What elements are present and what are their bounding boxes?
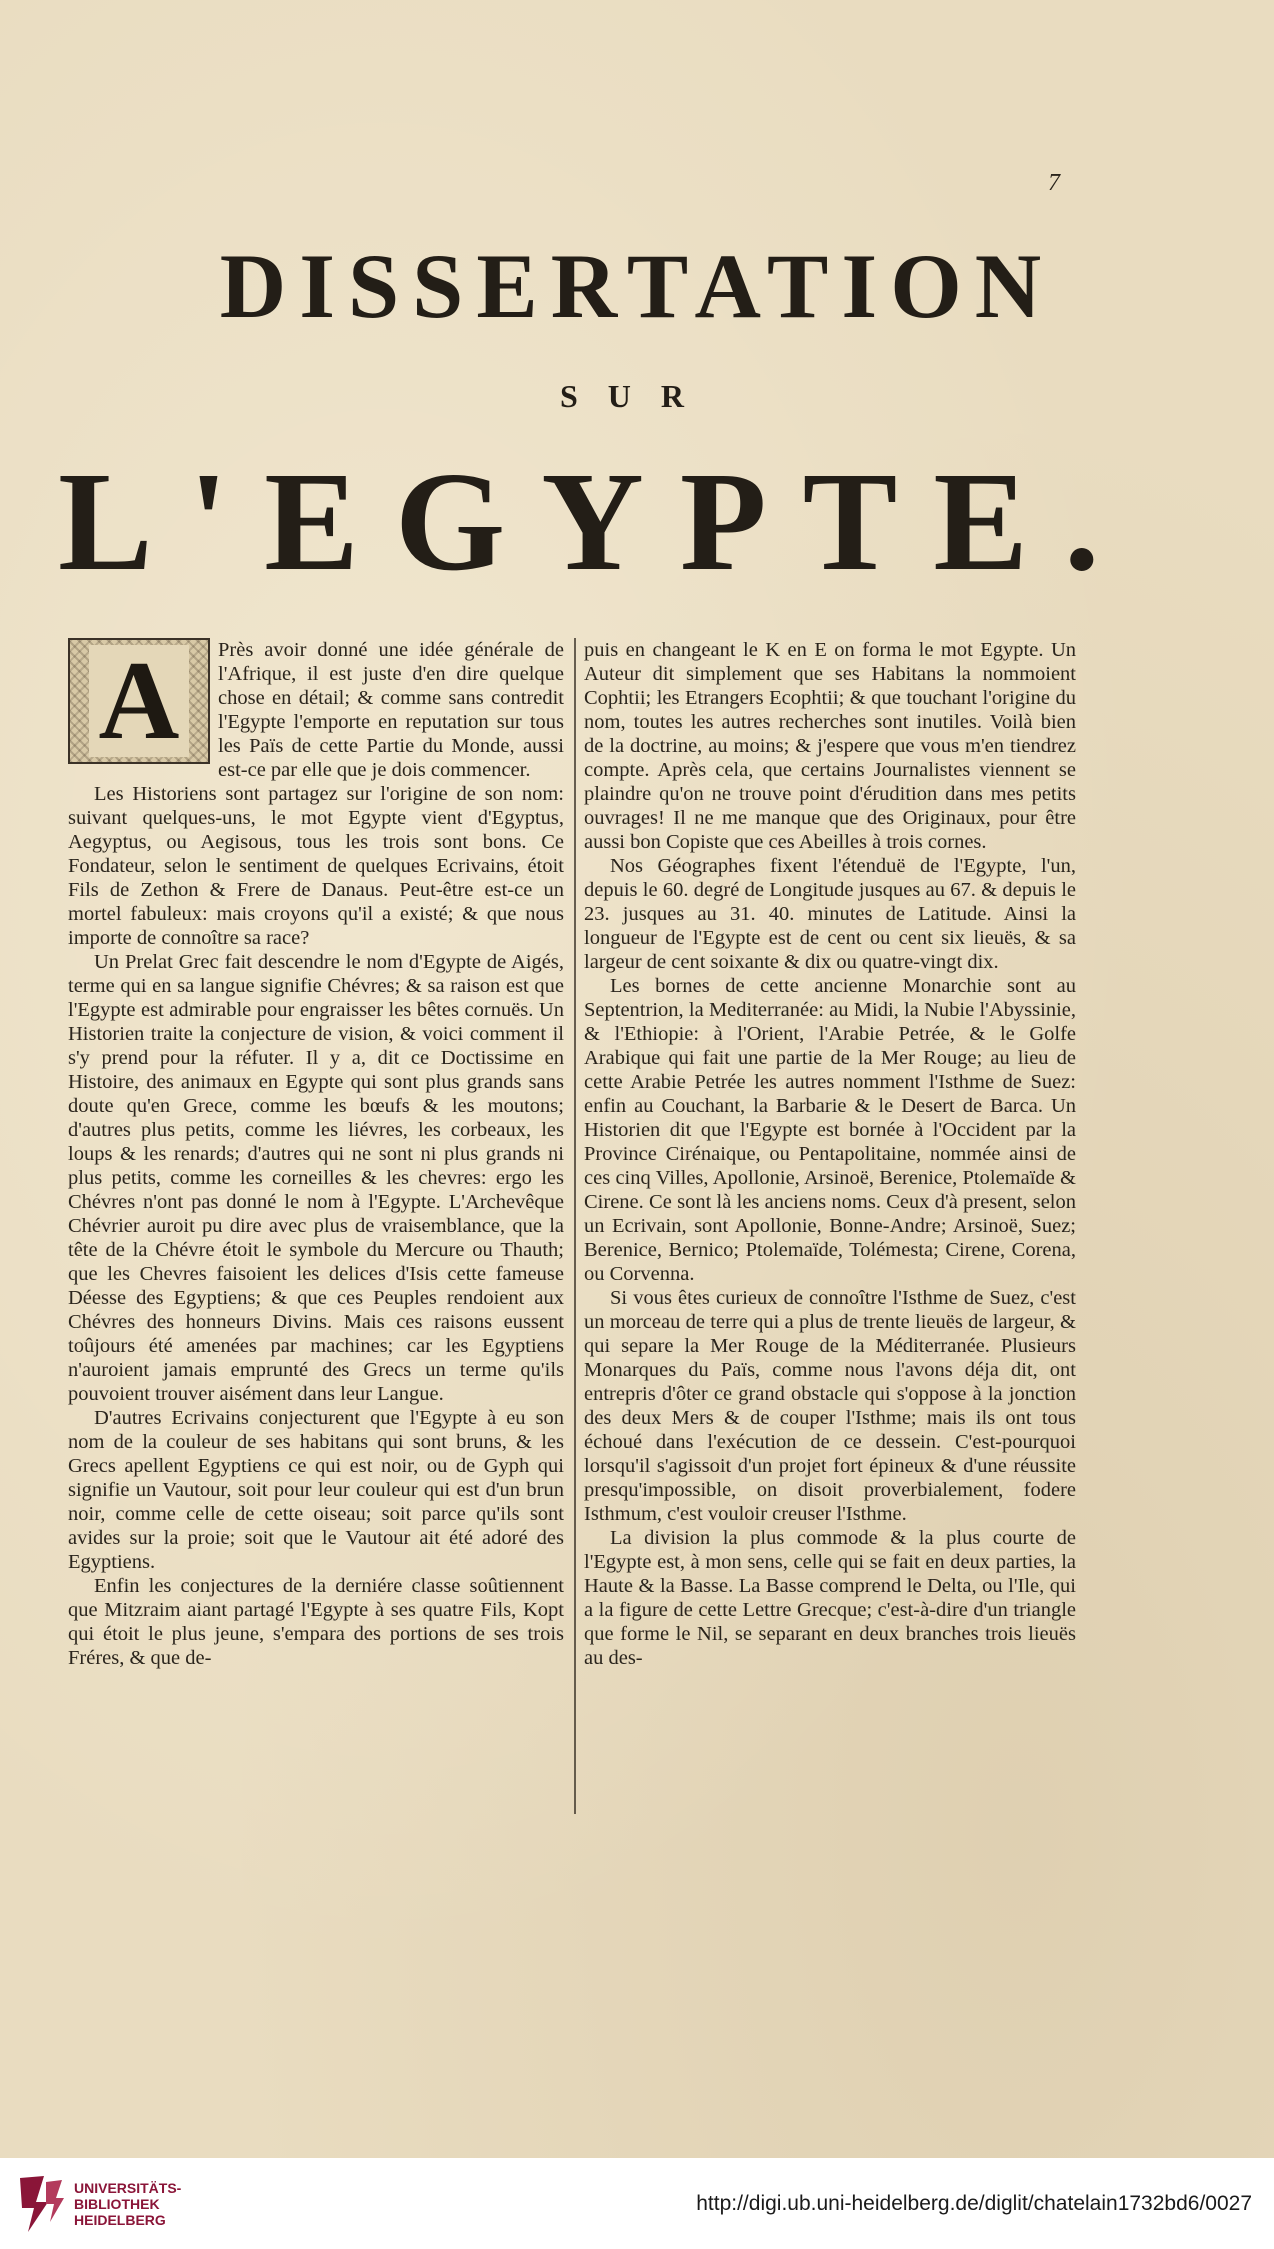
paragraph: Près avoir donné une idée générale de l'Afrique, il est juste d'en dire quelque chose en détail; & comme sans contredit l'Egypte l'emporte en reputation sur tous les Païs de cette Partie du Monde, aussi est-ce par elle que je dois commencer. xyxy=(218,639,564,781)
title-egypte: L'EGYPTE. xyxy=(58,442,1136,600)
paragraph: puis en changeant le K en E on forma le mot Egypte. Un Auteur dit simplement que ses Habitans la nommoient Cophtii; les Etrangers Ecophtii; & que touchant l'origine du nom, toutes les autres recherches sont inutiles. Voilà bien de la doctrine, au moins; & j'espere que vous m'en tiendrez compte. Après cela, que certains Journalistes viennent se plaindre qu'on ne trouve point d'érudition dans mes petits ouvrages! Il ne me manque que des Originaux, pour être aussi bon Copiste que ces Abeilles à trois cornes. xyxy=(584,639,1076,853)
library-logo-text xyxy=(74,2180,181,2228)
text-column-right xyxy=(584,638,1076,1670)
paragraph: Si vous êtes curieux de connoître l'Isthme de Suez, c'est un morceau de terre qui a plus de trente lieuës de largeur, & qui separe la Mer Rouge de la Méditerranée. Plusieurs Monarques du Païs, comme nous l'avons déja dit, ont entrepris d'ôter ce grand obstacle qui s'oppose à la jonction des deux Mers & de couper l'Isthme; mais ils ont tous échoué dans l'exécution de ce dessein. C'est-pourquoi lorsqu'il s'agissoit d'un projet fort épineux & d'une réussite presqu'impossible, on disoit proverbialement, fodere Isthmum, c'est vouloir creuser l'Isthme. xyxy=(584,1287,1076,1525)
drop-cap-letter: A xyxy=(89,645,190,757)
logo-line: HEIDELBERG xyxy=(74,2212,166,2228)
logo-line: BIBLIOTHEK xyxy=(74,2196,160,2212)
university-library-logo-icon[interactable] xyxy=(14,2172,68,2236)
title-sur: SUR xyxy=(559,378,714,414)
paragraph: La division la plus commode & la plus courte de l'Egypte est, à mon sens, celle qui se fait en deux parties, la Haute & la Basse. La Basse comprend le Delta, ou l'Ile, qui a la figure de cette Lettre Grecque; c'est-à-dire d'un triangle que forme le Nil, se separant en deux branches trois lieuës au des- xyxy=(584,1527,1076,1669)
viewer-footer xyxy=(0,2158,1274,2249)
paragraph: D'autres Ecrivains conjecturent que l'Egypte à eu son nom de la couleur de ses habitans qui sont bruns, & les Grecs apellent Egyptiens ce qui est noir, ou de Gyph qui signifie un Vautour, soit pour leur couleur qui est d'un brun noir, comme celle de cette oiseau; soit parce qu'ils sont avides sur la proie; soit que le Vautour ait été adoré des Egyptiens. xyxy=(68,1407,564,1573)
text-column-left xyxy=(68,638,564,1670)
column-divider xyxy=(574,638,576,1814)
paragraph: Enfin les conjectures de la derniére classe soûtiennent que Mitzraim aiant partagé l'Egypte à ses quatre Fils, Kopt qui étoit le plus jeune, s'empara des portions de ses trois Fréres, & que de- xyxy=(68,1575,564,1669)
ornamental-drop-cap xyxy=(68,638,210,764)
logo-line: UNIVERSITÄTS- xyxy=(74,2180,182,2196)
paragraph: Les Historiens sont partagez sur l'origine de son nom: suivant quelques-uns, le mot Egypte vient d'Egyptus, Aegyptus, ou Aegisous, tous les trois sont bons. Ce Fondateur, selon le sentiment de quelques Ecrivains, étoit Fils de Zethon & Frere de Danaus. Peut-être est-ce un mortel fabuleux: mais croyons qu'il a existé; & que nous importe de connoître sa race? xyxy=(68,783,564,949)
title-dissertation: DISSERTATION xyxy=(219,235,1055,337)
permalink-url[interactable]: http://digi.ub.uni-heidelberg.de/diglit/chatelain1732bd6/0027 xyxy=(696,2192,1252,2215)
paragraph: Les bornes de cette ancienne Monarchie sont au Septentrion, la Mediterranée: au Midi, la Nubie l'Abyssinie, & l'Ethiopie: à l'Orient, l'Arabie Petrée, & le Golfe Arabique qui fait une partie de la Mer Rouge; au lieu de cette Arabie Petrée les autres nomment l'Isthme de Suez: enfin au Couchant, la Barbarie & le Desert de Barca. Un Historien dit que l'Egypte est bornée à l'Occident par la Province Cirénaique, ou Pentapolitaine, nommée ainsi de ces cinq Villes, Apollonie, Arsinoë, Berenice, Ptolemaïde & Cirene. Ce sont là les anciens noms. Ceux d'à present, selon un Ecrivain, sont Apollonie, Bonne-Andre; Arsinoë, Suez; Berenice, Bernico; Ptolemaïde, Tolémesta; Cirene, Corena, ou Corvenna. xyxy=(584,975,1076,1285)
page-number: 7 xyxy=(1048,170,1060,196)
paragraph: Nos Géographes fixent l'étenduë de l'Egypte, l'un, depuis le 60. degré de Longitude jusques au 67. & depuis le 23. jusques au 31. 40. minutes de Latitude. Ainsi la longueur de l'Egypte est de cent ou cent six lieuës, & sa largeur de cent soixante & dix ou quatre-vingt dix. xyxy=(584,855,1076,973)
paragraph: Un Prelat Grec fait descendre le nom d'Egypte de Aigés, terme qui en sa langue signifie Chévres; & sa raison est que l'Egypte est admirable pour engraisser les bêtes cornuës. Un Historien traite la conjecture de vision, & voici comment il s'y prend pour la réfuter. Il y a, dit ce Doctissime en Histoire, des animaux en Egypte qui sont plus grands sans doute qu'en Grece, comme les bœufs & les moutons; d'autres plus petits, comme les liévres, les corbeaux, les loups & les renards; d'autres qui ne sont ni plus grands ni plus petits, comme les corneilles & les chevres: ergo les Chévres n'ont pas donné le nom à l'Egypte. L'Archevêque Chévrier auroit pu dire avec plus de vraisemblance, que la tête de la Chévre étoit le symbole du Mercure ou Thauth; que les Chevres faisoient les delices d'Isis cette fameuse Déesse des Egyptiens; & que ces Peuples rendoient aux Chévres des honneurs Divins. Mais ces raisons eussent toûjours été amenées par machines; car les Egyptiens n'auroient jamais emprunté des Grecs un terme qu'ils pouvoient trouver aisément dans leur Langue. xyxy=(68,951,564,1405)
